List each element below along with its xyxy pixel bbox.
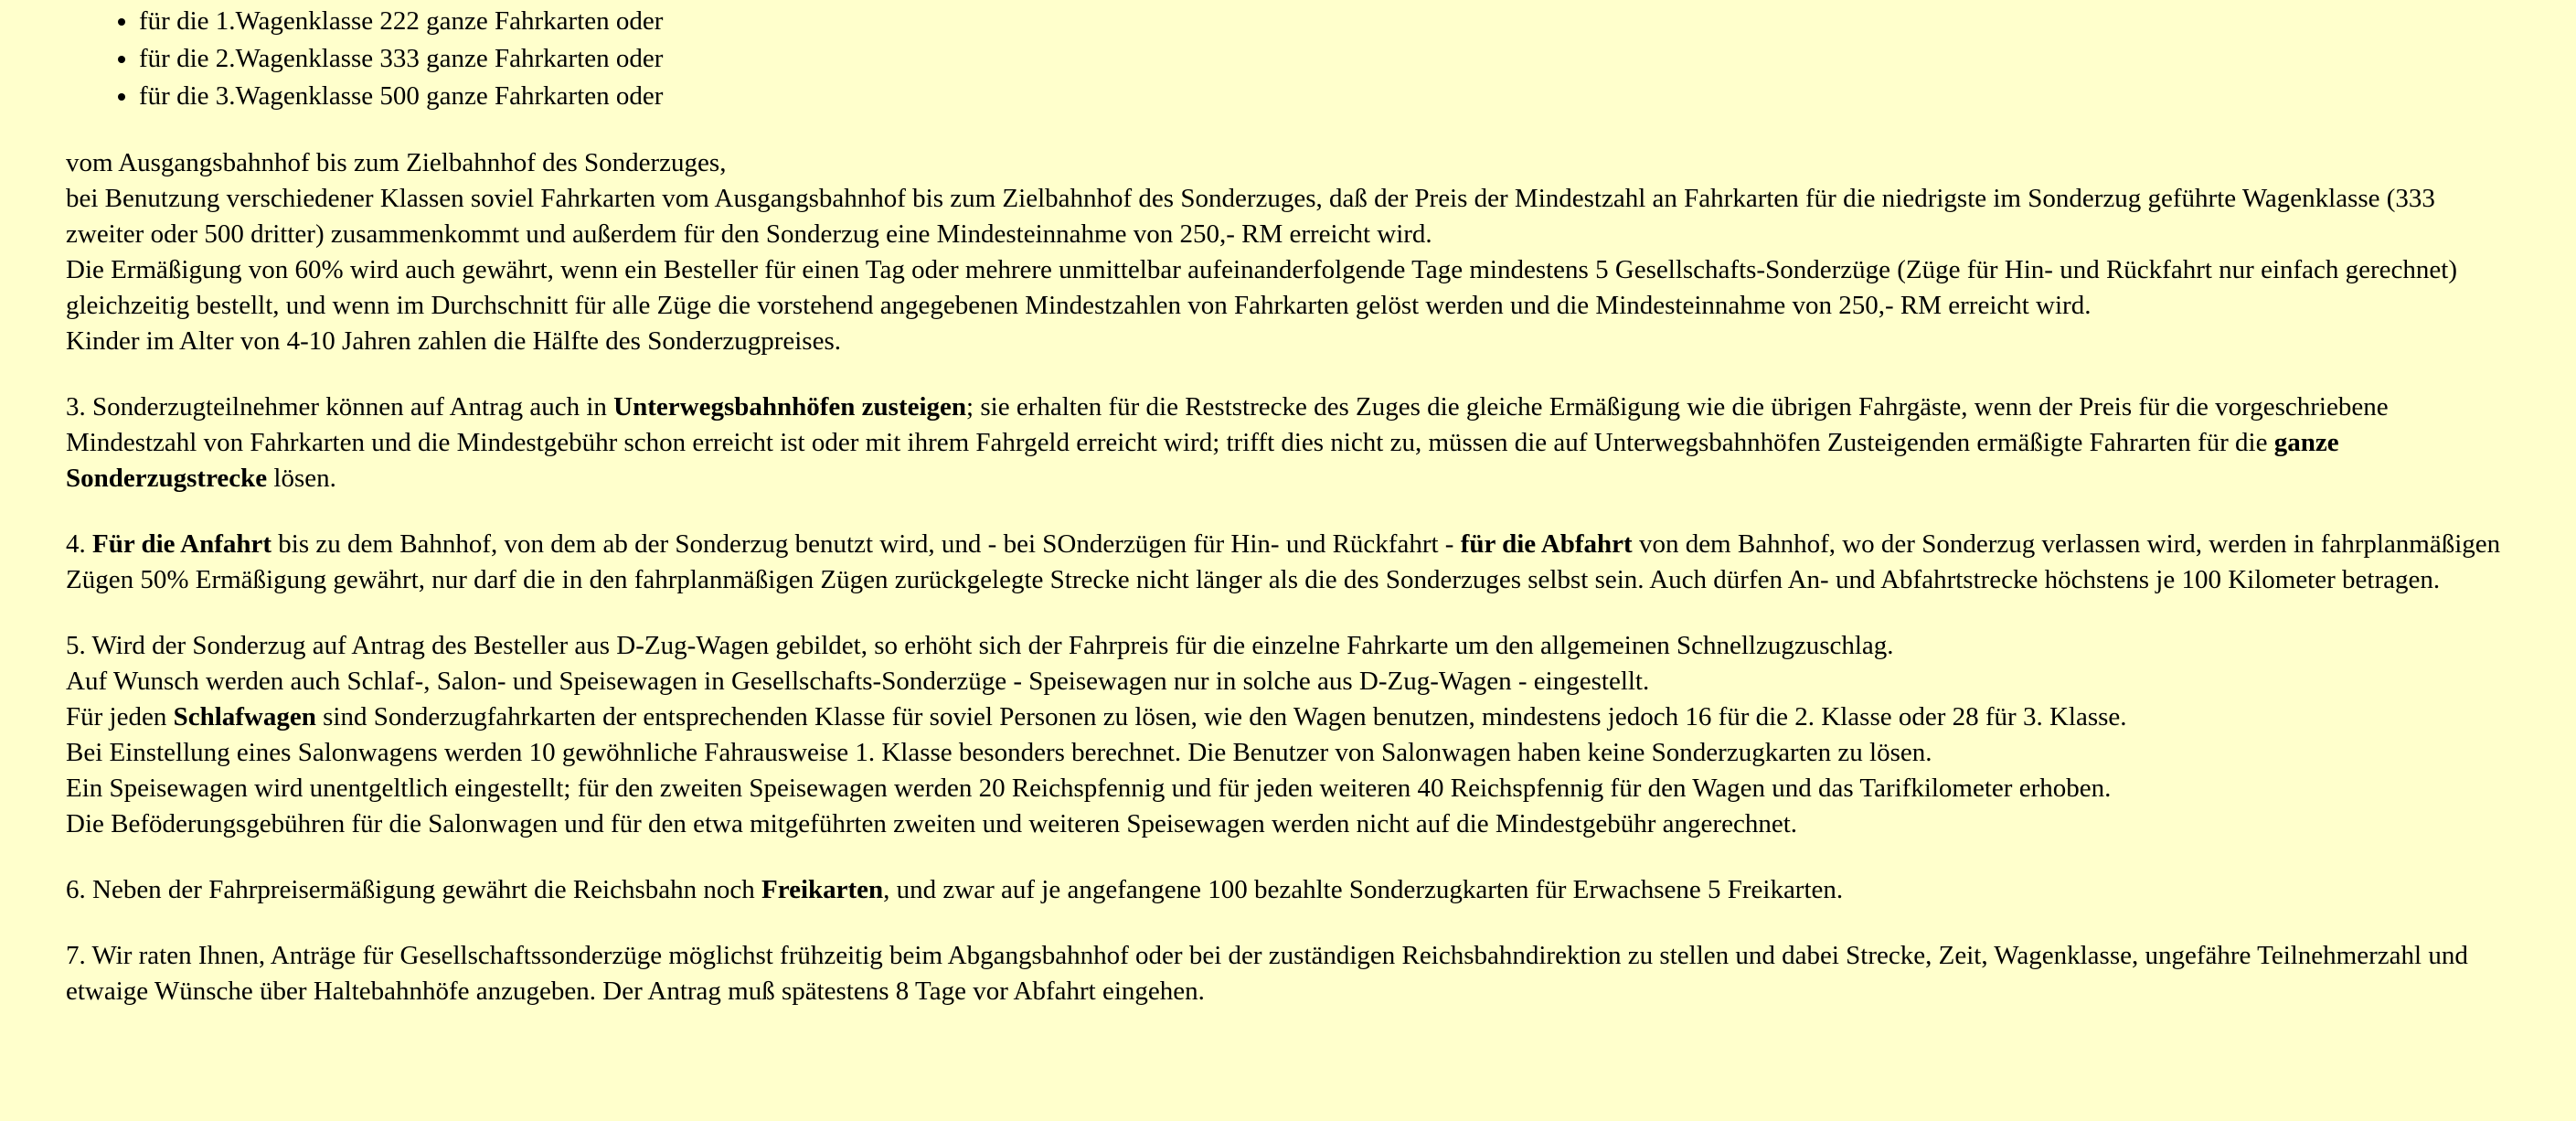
paragraph-4-text-a: 4.: [66, 529, 92, 559]
list-item: • für die 3.Wagenklasse 500 ganze Fahrkarten oder: [139, 78, 2517, 115]
paragraph-5-line-1: 5. Wird der Sonderzug auf Antrag des Besteller aus D-Zug-Wagen gebildet, so erhöht sich der Fahrpreis für die einzelne Fahrkarte um den allgemeinen Schnellzugzuschlag.: [66, 631, 1894, 660]
intro-line-2: bei Benutzung verschiedener Klassen soviel Fahrkarten vom Ausgangsbahnhof bis zum Zielbahnhof des Sonderzuges, daß der Preis der Mindestzahl an Fahrkarten für die niedrigste im Sonderzug geführte Wagenklasse (333 zweiter oder 500 dritter) zusammenkommt und außerdem für den Sonderzug eine Mindesteinnahme von 250,- RM erreicht wird.: [66, 184, 2435, 249]
paragraph-4-bold-b: Für die Anfahrt: [92, 529, 272, 559]
paragraph-3-text-a: 3. Sonderzugteilnehmer können auf Antrag auch in: [66, 392, 614, 422]
paragraph-3: [66, 390, 2517, 496]
list-item: • für die 2.Wagenklasse 333 ganze Fahrkarten oder: [139, 40, 2517, 78]
intro-line-1: vom Ausgangsbahnhof bis zum Zielbahnhof des Sonderzuges,: [66, 148, 727, 177]
list-item: • für die 1.Wagenklasse 222 ganze Fahrkarten oder: [139, 3, 2517, 40]
paragraph-3-bold-a: Unterwegsbahnhöfen zusteigen: [613, 392, 967, 422]
intro-line-3: Die Ermäßigung von 60% wird auch gewährt, wenn ein Besteller für einen Tag oder mehrere unmittelbar aufeinanderfolgende Tage mindestens 5 Gesellschafts-Sonderzüge (Züge für Hin- und Rückfahrt nur einfach gerechnet) gleichzeitig bestellt, und wenn im Durchschnitt für alle Züge die vorstehend angegebenen Mindestzahlen von Fahrkarten gelöst werden und die Mindesteinnahme von 250,- RM erreicht wird.: [66, 255, 2458, 320]
paragraph-4-bold-d: für die Abfahrt: [1460, 529, 1633, 559]
paragraph-5-line-3: [66, 699, 2517, 735]
paragraph-3-bold-d: ganze Sonderzugstrecke: [66, 428, 2339, 493]
paragraph-3-text-e: lösen.: [267, 464, 336, 493]
paragraph-5-line-3-bold: Schlafwagen: [173, 702, 316, 731]
intro-line-4: Kinder im Alter von 4-10 Jahren zahlen die Hälfte des Sonderzugpreises.: [66, 326, 841, 356]
paragraph-6-text-c: , und zwar auf je angefangene 100 bezahlte Sonderzugkarten für Erwachsene 5 Freikarten.: [883, 875, 1844, 904]
paragraph-5-line-6: Die Beföderungsgebühren für die Salonwagen und für den etwa mitgeführten zweiten und weiteren Speisewagen werden nicht auf die Mindestgebühr angerechnet.: [66, 809, 1798, 838]
paragraph-7: [66, 938, 2517, 1009]
paragraph-6: [66, 872, 2517, 908]
paragraph-5: [66, 628, 2517, 842]
paragraph-5-line-4: Bei Einstellung eines Salonwagens werden 10 gewöhnliche Fahrausweise 1. Klasse besonders berechnet. Die Benutzer von Salonwagen haben keine Sonderzugkarten zu lösen.: [66, 738, 1932, 767]
paragraph-6-bold: Freikarten: [761, 875, 884, 904]
paragraph-5-line-2: Auf Wunsch werden auch Schlaf-, Salon- und Speisewagen in Gesellschafts-Sonderzüge - Speisewagen nur in solche aus D-Zug-Wagen - eingestellt.: [66, 667, 1650, 696]
intro-paragraph: [66, 145, 2517, 359]
class-requirements-list: [66, 0, 2517, 115]
paragraph-4-text-e: von dem Bahnhof, wo der Sonderzug verlassen wird, werden in fahrplanmäßigen Zügen 50% Ermäßigung gewährt, nur darf die in den fahrplanmäßigen Zügen zurückgelegte Strecke nicht länger als die des Sonderzuges selbst sein. Auch dürfen An- und Abfahrtstrecke höchstens je 100 Kilometer betragen.: [66, 529, 2501, 594]
paragraph-5-line-3-text-a: Für jeden: [66, 702, 174, 731]
paragraph-5-line-5: Ein Speisewagen wird unentgeltlich eingestellt; für den zweiten Speisewagen werden 20 Reichspfennig und für jeden weiteren 40 Reichspfennig für den Wagen und das Tarifkilometer erhoben.: [66, 774, 2112, 803]
paragraph-4-text-c: bis zu dem Bahnhof, von dem ab der Sonderzug benutzt wird, und - bei SOnderzügen für Hin- und Rückfahrt -: [271, 529, 1461, 559]
paragraph-6-text-a: 6. Neben der Fahrpreisermäßigung gewährt die Reichsbahn noch: [66, 875, 762, 904]
paragraph-7-text: 7. Wir raten Ihnen, Anträge für Gesellschaftssonderzüge möglichst frühzeitig beim Abgangsbahnhof oder bei der zuständigen Reichsbahndirektion zu stellen und dabei Strecke, Zeit, Wagenklasse, ungefähre Teilnehmerzahl und etwaige Wünsche über Haltebahnhöfe anzugeben. Der Antrag muß spätestens 8 Tage vor Abfahrt eingehen.: [66, 941, 2468, 1006]
paragraph-4: [66, 527, 2517, 598]
paragraph-3-text-c: ; sie erhalten für die Reststrecke des Zuges die gleiche Ermäßigung wie die übrigen Fahrgäste, wenn der Preis für die vorgeschriebene Mindestzahl von Fahrkarten und die Mindestgebühr schon erreicht ist oder mit ihrem Fahrgeld erreicht wird; trifft dies nicht zu, müssen die auf Unterwegsbahnhöfen Zusteigenden ermäßigte Fahrarten für die: [66, 392, 2389, 457]
paragraph-5-line-3-text-c: sind Sonderzugfahrkarten der entsprechenden Klasse für soviel Personen zu lösen, wie den Wagen benutzen, mindestens jedoch 16 für die 2. Klasse oder 28 für 3. Klasse.: [315, 702, 2127, 731]
